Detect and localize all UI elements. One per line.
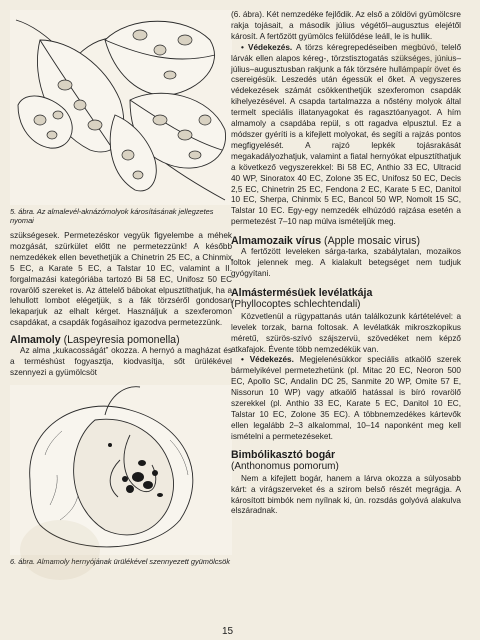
- vedekezes-heading-2: • Védekezés.: [241, 355, 294, 365]
- almamozaik-title: Almamozaik vírus: [231, 235, 322, 248]
- vedekezes-text-1: A törzs kéregrepedéseiben megbúvó, telelő lárvák ellen alapos kéreg-, törzstisztogatás szükséges, június–július–augusztusban rakjunk a fák törzsére hullámpapír övet és csereigésük. Leszedés után égessük el őket. A vegyszeres védekezések számát csökkenthetjük szexferomon csapdák kihelyezésével. A csapda tartalmazza a nőstény molyok által termelt speciális illatanyagokat és ragasztóanyagot. A hím almamoly a csapdába repül, s ott ragadva elpusztul. Ez a módszer gyéríti is a kifejlett molyokat, és segíti a rajzás pontos megfigyelését. A rajzó lepkék tojásrakását megakadályozhatjuk, valamint a fiatal hernyókat elpusztíthatjuk a következő vegyszerekkel: Bi 58 EC, Anthio 33 EC, Ultracid 40 WP, Sinoratox 40 EC, Zolone 35 EC, Unifosz 50 EC, Decis 2,5 EC, Chinetrin 25 EC, Fendona 2 EC, Karate 5 EC, Danitol 10 EC, Sherpa, Chinmix 5 EC, Bancol 50 WP, Nomolt 15 SC, Talstar 10 EC. Egy-egy nemzedék elhúzódó rajzása esetén a permetezést 7–10 nap múlva ismételjük meg.: [231, 42, 462, 227]
- figure-5-leaf-miner-drawing: [10, 10, 232, 205]
- apple-drawing-svg: [10, 385, 232, 555]
- vedekezes-text-2: Megjelenésükkor speciális atkaölő szerek bármelyikével permetezhetünk (pl. Mitac 20 EC, Neoron 500 EC, Apollo SC, Andalin DC 25, Sanmite 20 WP, Omite 57 E, Nissorun 10 WP) vagy atkaölő hatással is bíró rovarölő szerekkel (pl. Anthio 33 EC, Karate 5 EC, Danitol 10 EC, Talstar 10 EC, Zolone 35 EC). A többnemzedékes kártevők ellen legalább 2–3 alkalommal, 10–14 naponként meg kell ismételni a permetezéseket.: [231, 355, 462, 441]
- almamozaik-heading: [231, 235, 461, 247]
- left-intro-paragraph: szükségesek. Permetezéskor vegyük figyelembe a méhek mozgását, szürkület előtt ne permetezzünk! A később nemzedékek ellen bevethetjük a Chinetrin 25 EC, a Chinmix 5 EC, a Karate 5 EC, a Talstar 10 EC, valamint a II. forgalmazási kategóriába tartozó Bi 58 EC, Unifosz 50 EC rovarölő szereket is. Az áttelelő bábokat elpusztíthatjuk, ha a lehullott lombot elégetjük, s a fák törzséről gondosan lekaparjuk az elhalt kérget. Használjuk a szexferomon csapdákat, a csapdák fogásaihoz igazodva permetezzünk.: [10, 231, 232, 328]
- figure-6-caption: 6. ábra. Almamoly hernyójának ürülékével szennyezett gyümölcsök: [10, 556, 230, 566]
- almamozaik-latin: (Apple mosaic virus): [324, 235, 421, 248]
- almamozaik-text: A fertőzött leveleken sárga-tarka, szabálytalan, mozaikos foltok jelennek meg. A kialakult betegséget nem tudjuk gyógyítani.: [231, 247, 461, 278]
- vedekezes-heading-1: • Védekezés.: [241, 42, 293, 52]
- vedekezes-paragraph-2: [231, 355, 461, 442]
- left-column: [10, 10, 232, 566]
- bimbolikaszto-text: Nem a kifejlett bogár, hanem a lárva okozza a súlyosabb kárt: a virágszerveket és a szirom belső részét megrágja. A károsított bimbók nem nyílnak ki, ún. rozsdás golyóvá alakulva elszáradnak.: [231, 473, 461, 516]
- leaf-drawing-svg: [10, 10, 232, 205]
- levelatka-heading: Almástermésüek levélatkája: [231, 286, 373, 299]
- figure-6-apple-drawing: [10, 385, 232, 555]
- vedekezes-paragraph-1: [231, 43, 461, 228]
- levelatka-text: Közvetlenül a rügypattanás után találkozunk kártételével: a levelek torzak, barna foltosak. A levélatkák mikroszkopikus méretű, szürös-szívó szájszervü, szövedéket nem képző atkafajok. Évente több nemzedékük van.: [231, 311, 461, 354]
- page-number: 15: [222, 626, 234, 637]
- right-continuation-paragraph: (6. ábra). Két nemzedéke fejlődik. Az első a zöldövi gyümölcsre rakja tojásait, a második július végétől–augusztus elejétől károsít. A fertőzött gyümölcs felülődése leáll, le is hullik.: [231, 10, 461, 41]
- almamoly-text: Az alma „kukacosságát” okozza. A hernyó a magházat és a terméshúst fogyasztja, kiodvasítja, sőt ürülékével szennyezi a gyümölcsöt: [10, 346, 232, 377]
- figure-5-caption: 5. ábra. Az almalevél-aknázómolyok károsításának jellegzetes nyomai: [10, 207, 214, 225]
- right-column: [231, 10, 461, 517]
- levelatka-latin: (Phyllocoptes schlechtendali): [231, 298, 361, 310]
- almamoly-title: Almamoly: [10, 334, 61, 347]
- almamoly-latin: (Laspeyresia pomonella): [63, 334, 180, 347]
- almamoly-heading: [10, 334, 232, 346]
- bimbolikaszto-latin: (Anthonomus pomorum): [231, 460, 339, 472]
- bimbolikaszto-heading: Bimbólikasztó bogár: [231, 448, 336, 461]
